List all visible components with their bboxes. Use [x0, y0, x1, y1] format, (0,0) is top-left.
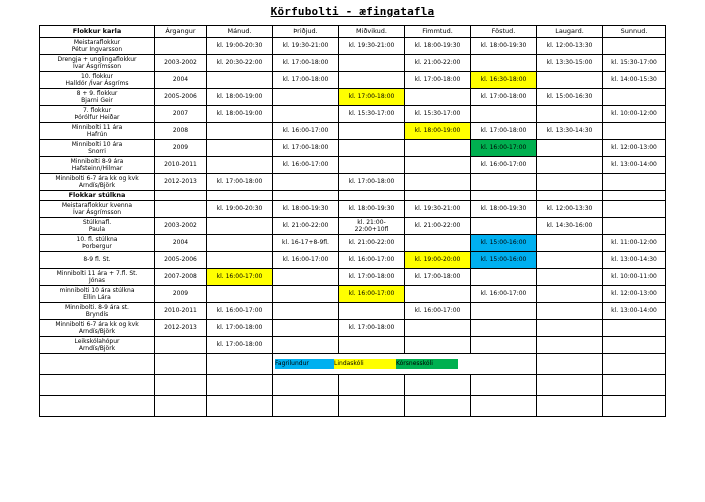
mon-cell [207, 123, 273, 140]
group-cell: Minnibolti 6-7 ára kk og kvk Arndís/Björk [40, 174, 155, 191]
sun-cell: kl. 12:00-13:00 [603, 286, 666, 303]
thu-cell: kl. 19:00-20:00 [405, 252, 471, 269]
sun-cell: kl. 15:30-17:00 [603, 55, 666, 72]
legend-fagrilundur: Fagrilundur [275, 359, 334, 369]
table-row [40, 201, 666, 218]
year-cell: 2005-2006 [155, 89, 207, 106]
wed-cell: kl. 17:00-18:00 [339, 269, 405, 286]
table-row [40, 38, 666, 55]
mon-cell: kl. 18:00-19:00 [207, 106, 273, 123]
tue-cell [273, 337, 339, 354]
header-year: Árgangur [155, 26, 207, 38]
sat-cell: kl. 12:00-13:30 [537, 201, 603, 218]
fri-cell: kl. 18:00-19:30 [471, 201, 537, 218]
thu-cell [405, 286, 471, 303]
table-row [40, 218, 666, 235]
thu-cell [405, 174, 471, 191]
sat-cell [537, 106, 603, 123]
thu-cell: kl. 15:30-17:00 [405, 106, 471, 123]
fri-cell: kl. 16:30-18:00 [471, 72, 537, 89]
year-cell: 2007 [155, 106, 207, 123]
mon-cell [207, 140, 273, 157]
year-cell [155, 201, 207, 218]
sun-cell: kl. 14:00-15:30 [603, 72, 666, 89]
thu-cell: kl. 21:00-22:00 [405, 55, 471, 72]
fri-cell: kl. 17:00-18:00 [471, 123, 537, 140]
fri-cell [471, 106, 537, 123]
tue-cell [273, 106, 339, 123]
mon-cell: kl. 16:00-17:00 [207, 303, 273, 320]
mon-cell [207, 218, 273, 235]
wed-cell: kl. 17:00-18:00 [339, 89, 405, 106]
sun-cell: kl. 11:00-12:00 [603, 235, 666, 252]
sat-cell [537, 337, 603, 354]
tue-cell: kl. 21:00-22:00 [273, 218, 339, 235]
sun-cell: kl. 13:00-14:30 [603, 252, 666, 269]
wed-cell [339, 157, 405, 174]
group-cell: Stúlknafl. Paula [40, 218, 155, 235]
group-cell: 8 + 9. flokkur Bjarni Geir [40, 89, 155, 106]
year-cell: 2007-2008 [155, 269, 207, 286]
table-row [40, 303, 666, 320]
tue-cell [273, 286, 339, 303]
thu-cell: kl. 18:00-19:30 [405, 38, 471, 55]
fri-cell: kl. 16:00-17:00 [471, 140, 537, 157]
mon-cell [207, 252, 273, 269]
page-title: Körfubolti - æfingatafla [270, 5, 435, 18]
sat-cell: kl. 13:30-14:30 [537, 123, 603, 140]
group-cell: Minnibolti 11 ára + 7.fl. St. Jónas [40, 269, 155, 286]
mon-cell: kl. 17:00-18:00 [207, 337, 273, 354]
section-header-row [40, 191, 666, 201]
mon-cell: kl. 17:00-18:00 [207, 320, 273, 337]
year-cell: 2010-2011 [155, 303, 207, 320]
wed-cell: kl. 15:30-17:00 [339, 106, 405, 123]
year-cell: 2010-2011 [155, 157, 207, 174]
sat-cell [537, 320, 603, 337]
fri-cell: kl. 17:00-18:00 [471, 89, 537, 106]
sat-cell [537, 286, 603, 303]
wed-cell [339, 303, 405, 320]
thu-cell: kl. 18:00-19:00 [405, 123, 471, 140]
table-row [40, 375, 666, 396]
tue-cell: kl. 19:30-21:00 [273, 38, 339, 55]
thu-cell: kl. 16:00-17:00 [405, 303, 471, 320]
sat-cell: kl. 15:00-16:30 [537, 89, 603, 106]
sat-cell [537, 303, 603, 320]
header-sunday: Sunnud. [603, 26, 666, 38]
group-cell: Meistaraflokkur Pétur Ingvarsson [40, 38, 155, 55]
group-cell: Minnibolti 10 ára Snorri [40, 140, 155, 157]
thu-cell [405, 89, 471, 106]
sun-cell [603, 320, 666, 337]
wed-cell [339, 72, 405, 89]
tue-cell: kl. 17:00-18:00 [273, 55, 339, 72]
sat-cell [537, 157, 603, 174]
legend-lindaskoli: Lindaskóli [334, 359, 396, 369]
tue-cell: kl. 18:00-19:30 [273, 201, 339, 218]
group-cell: Minnibolti 8-9 ára Hafsteinn/Hilmar [40, 157, 155, 174]
table-row [40, 337, 666, 354]
mon-cell: kl. 19:00-20:30 [207, 201, 273, 218]
sun-cell [603, 337, 666, 354]
wed-cell [339, 337, 405, 354]
tue-cell [273, 320, 339, 337]
sat-cell [537, 140, 603, 157]
thu-cell: kl. 17:00-18:00 [405, 72, 471, 89]
year-cell: 2008 [155, 123, 207, 140]
table-row [40, 72, 666, 89]
tue-cell [273, 174, 339, 191]
sat-cell [537, 252, 603, 269]
table-row [40, 252, 666, 269]
fri-cell: kl. 16:00-17:00 [471, 157, 537, 174]
wed-cell: kl. 16:00-17:00 [339, 286, 405, 303]
table-row [40, 106, 666, 123]
wed-cell: kl. 21:00- 22:00+10fl [339, 218, 405, 235]
table-row [40, 269, 666, 286]
fri-cell [471, 55, 537, 72]
wed-cell: kl. 17:00-18:00 [339, 174, 405, 191]
fri-cell: kl. 15:00-16:00 [471, 235, 537, 252]
header-saturday: Laugard. [537, 26, 603, 38]
group-cell: 7. flokkur Þórólfur Heiðar [40, 106, 155, 123]
table-row [40, 354, 666, 375]
year-cell: 2003-2002 [155, 218, 207, 235]
year-cell: 2004 [155, 235, 207, 252]
wed-cell: kl. 16:00-17:00 [339, 252, 405, 269]
table-row [40, 286, 666, 303]
wed-cell [339, 123, 405, 140]
fri-cell: kl. 16:00-17:00 [471, 286, 537, 303]
mon-cell [207, 235, 273, 252]
sun-cell: kl. 13:00-14:00 [603, 157, 666, 174]
sat-cell [537, 174, 603, 191]
header-wednesday: Miðvikud. [339, 26, 405, 38]
mon-cell: kl. 20:30-22:00 [207, 55, 273, 72]
table-row [40, 157, 666, 174]
year-cell: 2012-2013 [155, 174, 207, 191]
sat-cell [537, 269, 603, 286]
tue-cell [273, 89, 339, 106]
fri-cell [471, 320, 537, 337]
year-cell: 2009 [155, 140, 207, 157]
header-thursday: Fimmtud. [405, 26, 471, 38]
wed-cell [339, 140, 405, 157]
sat-cell [537, 235, 603, 252]
thu-cell: kl. 17:00-18:00 [405, 269, 471, 286]
group-cell: 10. flokkur Halldór /Ívar Ásgríms [40, 72, 155, 89]
year-cell: 2012-2013 [155, 320, 207, 337]
thu-cell [405, 235, 471, 252]
mon-cell [207, 286, 273, 303]
wed-cell: kl. 21:00-22:00 [339, 235, 405, 252]
sat-cell: kl. 13:30-15:00 [537, 55, 603, 72]
year-cell: 2005-2006 [155, 252, 207, 269]
legend-korsnesskoli: Kórsnesskóli [396, 359, 458, 369]
fri-cell [471, 337, 537, 354]
mon-cell [207, 157, 273, 174]
year-cell: 2009 [155, 286, 207, 303]
sun-cell [603, 89, 666, 106]
table-row [40, 55, 666, 72]
group-cell: Leikskólahópur Arndís/Björk [40, 337, 155, 354]
training-schedule-table [39, 25, 666, 417]
group-cell: minnibolti 10 ára stúlkna Ellin Lára [40, 286, 155, 303]
year-cell: 2003-2002 [155, 55, 207, 72]
mon-cell [207, 72, 273, 89]
wed-cell: kl. 18:00-19:30 [339, 201, 405, 218]
thu-cell [405, 140, 471, 157]
tue-cell: kl. 16:00-17:00 [273, 157, 339, 174]
thu-cell [405, 320, 471, 337]
table-row [40, 123, 666, 140]
section-girls-label: Flokkar stúlkna [40, 191, 155, 201]
sun-cell [603, 174, 666, 191]
table-row [40, 140, 666, 157]
tue-cell [273, 303, 339, 320]
group-cell: 10. fl. stúlkna Þorbergur [40, 235, 155, 252]
table-row [40, 320, 666, 337]
group-cell: Meistaraflokkur kvenna Ívar Ásgrímsson [40, 201, 155, 218]
thu-cell [405, 337, 471, 354]
header-monday: Mánud. [207, 26, 273, 38]
sat-cell: kl. 12:00-13:30 [537, 38, 603, 55]
group-cell: Minnibolti. 8-9 ára st. Bryndís [40, 303, 155, 320]
tue-cell [273, 269, 339, 286]
tue-cell: kl. 16:00-17:00 [273, 252, 339, 269]
header-tuesday: Þriðjud. [273, 26, 339, 38]
tue-cell: kl. 17:00-18:00 [273, 140, 339, 157]
fri-cell: kl. 18:00-19:30 [471, 38, 537, 55]
sun-cell [603, 201, 666, 218]
sun-cell [603, 38, 666, 55]
mon-cell: kl. 17:00-18:00 [207, 174, 273, 191]
tue-cell: kl. 16:00-17:00 [273, 123, 339, 140]
mon-cell: kl. 18:00-19:00 [207, 89, 273, 106]
table-row [40, 396, 666, 417]
legend [273, 354, 471, 375]
header-group: Flokkur karla [40, 26, 155, 38]
tue-cell: kl. 16-17+8-9fl. [273, 235, 339, 252]
group-cell: Minnibolti 6-7 ára kk og kvk Arndís/Björk [40, 320, 155, 337]
fri-cell [471, 218, 537, 235]
mon-cell: kl. 19:00-20:30 [207, 38, 273, 55]
fri-cell [471, 303, 537, 320]
table-row [40, 235, 666, 252]
sun-cell [603, 123, 666, 140]
thu-cell: kl. 19:30-21:00 [405, 201, 471, 218]
fri-cell [471, 269, 537, 286]
sun-cell: kl. 12:00-13:00 [603, 140, 666, 157]
sun-cell: kl. 10:00-11:00 [603, 269, 666, 286]
wed-cell [339, 55, 405, 72]
sun-cell: kl. 13:00-14:00 [603, 303, 666, 320]
header-friday: Föstud. [471, 26, 537, 38]
fri-cell [471, 174, 537, 191]
sat-cell [537, 72, 603, 89]
wed-cell: kl. 17:00-18:00 [339, 320, 405, 337]
year-cell [155, 337, 207, 354]
sun-cell [603, 218, 666, 235]
group-cell: 8-9 fl. St. [40, 252, 155, 269]
thu-cell [405, 157, 471, 174]
year-cell: 2004 [155, 72, 207, 89]
fri-cell: kl. 15:00-16:00 [471, 252, 537, 269]
table-row [40, 174, 666, 191]
mon-cell: kl. 16:00-17:00 [207, 269, 273, 286]
sat-cell: kl. 14:30-16:00 [537, 218, 603, 235]
table-row [40, 89, 666, 106]
wed-cell: kl. 19:30-21:00 [339, 38, 405, 55]
thu-cell: kl. 21:00-22:00 [405, 218, 471, 235]
sun-cell: kl. 10:00-12:00 [603, 106, 666, 123]
tue-cell: kl. 17:00-18:00 [273, 72, 339, 89]
year-cell [155, 38, 207, 55]
group-cell: Drengja + unglingaflokkur Ívar Ásgrímsson [40, 55, 155, 72]
group-cell: Minnibolti 11 ára Hafrún [40, 123, 155, 140]
